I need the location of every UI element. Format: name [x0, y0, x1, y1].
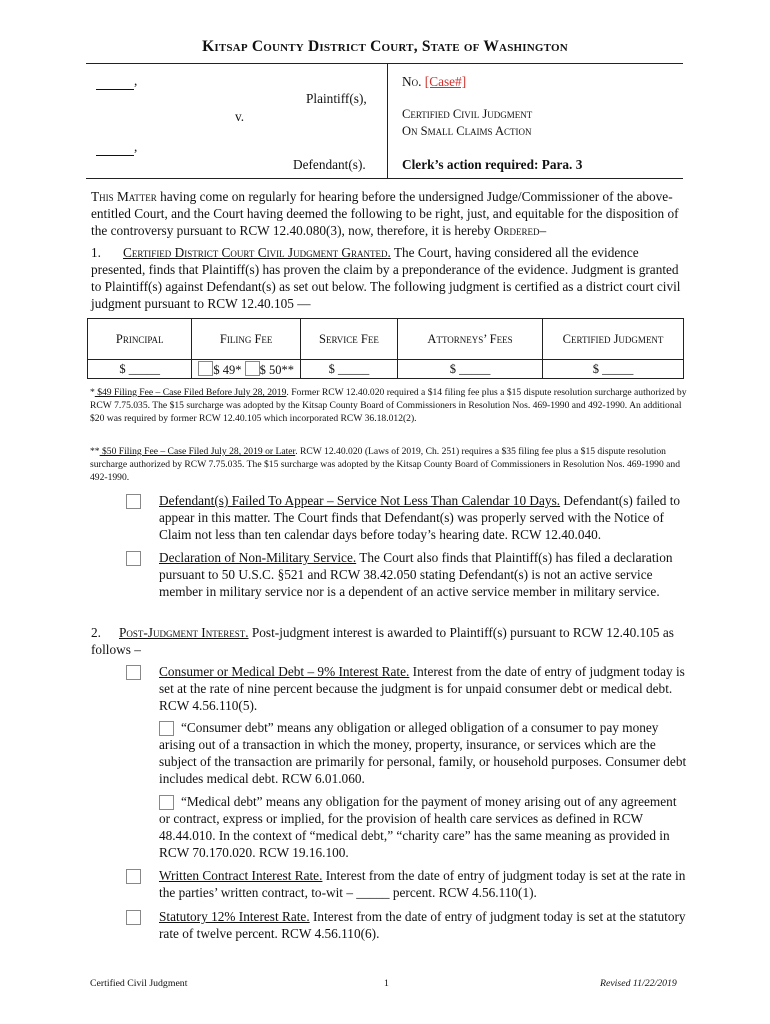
defendant-name-blank[interactable]: , [96, 138, 137, 156]
fee-table-header-row [88, 319, 684, 360]
clerk-action-note: Clerk’s action required: Para. 3 [402, 157, 583, 172]
footnote-49-fee: * $49 Filing Fee – Case Filed Before July 28, 2019. Former RCW 12.40.020 required a $14 filing fee plus a $15 dispute resolution surcharge authorized by RCW 7.75.035. The $15 surcharge was adopted by the Kitsap County Board of Commissioners in Resolution Nos. 469-1990 and 492-1990. An additional $20 was required by former RCW 12.40.105 which incorporated RCW 36.18.012(2). [90, 387, 687, 424]
case-number-value[interactable]: [Case#] [424, 74, 467, 89]
versus-label: v. [235, 109, 245, 124]
footer-revision-date: Revised 11/22/2019 [600, 978, 677, 989]
consumer-debt-definition: “Consumer debt” means any obligation or alleged obligation of a consumer to pay money arising out of a transaction in which the money, property, insurance, or services which are the subject of the transaction are primarily for personal, family, or household purposes. Consumer debt includes medical debt. RCW 6.01.060. [159, 720, 687, 786]
principal-amount[interactable]: $ _____ [88, 360, 192, 379]
statutory-rate-checkbox[interactable] [126, 910, 141, 925]
court-title: Kitsap County District Court, State of Washington [202, 38, 568, 55]
footer-page-number: 1 [384, 978, 389, 989]
caption-top-rule [86, 63, 683, 64]
statutory-rate-paragraph: Statutory 12% Interest Rate. Interest from the date of entry of judgment today is set at the statutory rate of twelve percent. RCW 4.56.110(6). [159, 909, 686, 941]
service-fee-amount[interactable]: $ _____ [300, 360, 397, 379]
header-certified-judgment: Certified Judgment [543, 319, 684, 360]
written-contract-checkbox[interactable] [126, 869, 141, 884]
attorneys-fees-amount[interactable]: $ _____ [397, 360, 542, 379]
case-number[interactable] [402, 73, 466, 90]
failed-to-appear-checkbox[interactable] [126, 494, 141, 509]
filing-fee-49-checkbox[interactable] [198, 361, 213, 376]
consumer-medical-debt-paragraph: Consumer or Medical Debt – 9% Interest Rate. Interest from the date of entry of judgment today is set at the rate of nine percent because the judgment is for unpaid consumer debt or medical debt. RCW 4.56.110(5). [159, 664, 685, 713]
plaintiff-name-blank[interactable]: , [96, 72, 137, 90]
intro-paragraph: This Matter having come on regularly for hearing before the undersigned Judge/Commissioner of the above-entitled Court, and the Court having deemed the following to be right, just, and equitable for the disposition of the controversy pursuant to RCW 12.40.080(3), now, therefore, it is hereby Ordered– [91, 189, 679, 238]
certified-judgment-amount[interactable]: $ _____ [543, 360, 684, 379]
doc-title-line2: On Small Claims Action [402, 124, 532, 138]
case-number-label: No. [402, 74, 422, 89]
doc-title-line1: Certified Civil Judgment [402, 107, 533, 121]
failed-to-appear-paragraph: Defendant(s) Failed To Appear – Service Not Less Than Calendar 10 Days. Defendant(s) failed to appear in this matter. The Court finds that Defendant(s) was properly served with the Notice of Claim not less than ten calendar days before today’s hearing date. RCW 12.40.040. [159, 493, 681, 542]
consumer-medical-debt-checkbox[interactable] [126, 665, 141, 680]
non-military-paragraph: Declaration of Non-Military Service. The Court also finds that Plaintiff(s) has filed a declaration pursuant to 50 U.S.C. §521 and RCW 38.42.050 stating Defendant(s) is not an active service member in military service nor is a dependent of an active service member in military service. [159, 550, 673, 599]
filing-fee-50-checkbox[interactable] [245, 361, 260, 376]
header-attorneys-fees: Attorneys’ Fees [397, 319, 542, 360]
filing-fee-49-label: $ 49* [213, 362, 242, 377]
section-2-heading: Post-Judgment Interest. [118, 625, 249, 640]
defendant-label: Defendant(s). [293, 157, 366, 172]
written-contract-paragraph: Written Contract Interest Rate. Interest from the date of entry of judgment today is set at the rate in the parties’ written contract, to-wit – _____ percent. RCW 4.56.110(1). [159, 868, 686, 900]
plaintiff-label: Plaintiff(s), [306, 91, 367, 106]
medical-debt-definition: “Medical debt” means any obligation for the payment of money arising out of any agreement or contract, express or implied, for the provision of health care services as defined in RCW 48.44.010. In the context of “medical debt,” “charity care” has the same meaning as provided in RCW 70.170.020. RCW 19.16.100. [159, 794, 677, 860]
filing-fee-50-label: $ 50** [259, 362, 294, 377]
fee-table-value-row [88, 360, 684, 379]
filing-fee-options [192, 360, 301, 379]
header-filing-fee: Filing Fee [192, 319, 301, 360]
section-1-heading: Certified District Court Civil Judgment Granted. [122, 245, 391, 260]
header-principal: Principal [88, 319, 192, 360]
section-1-paragraph: 1. Certified District Court Civil Judgment Granted. The Court, having considered all the evidence presented, finds that Plaintiff(s) has proven the claim by a preponderance of the evidence. Judgment is granted to Plaintiff(s) against Defendant(s) as set out below. The following judgment is certified as a district court civil judgment pursuant to RCW 12.40.105 — [91, 245, 681, 311]
caption-divider [387, 63, 388, 178]
footer-doc-name: Certified Civil Judgment [90, 978, 188, 989]
section-2-paragraph: 2. Post-Judgment Interest. Post-judgment interest is awarded to Plaintiff(s) pursuant to RCW 12.40.105 as follows – [91, 625, 674, 657]
header-service-fee: Service Fee [300, 319, 397, 360]
footnote-50-fee: ** $50 Filing Fee – Case Filed July 28, 2019 or Later. RCW 12.40.020 (Laws of 2019, Ch. 251) requires a $35 filing fee plus a $15 dispute resolution surcharge authorized by RCW 7.75.035. The $15 surcharge was adopted by the Kitsap County Board of Commissioners in Resolution Nos. 469-1990 and 492-1990. [90, 446, 681, 483]
non-military-checkbox[interactable] [126, 551, 141, 566]
caption-bottom-rule [86, 178, 683, 179]
fee-table [87, 318, 684, 379]
